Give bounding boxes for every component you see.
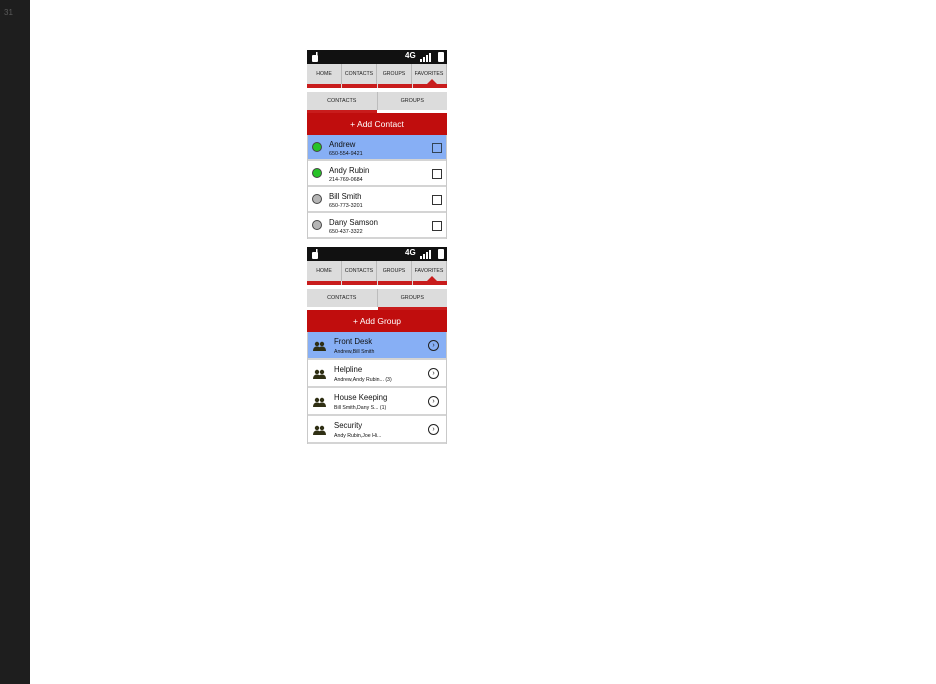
network-type: 4G <box>405 51 416 60</box>
group-name: Front Desk <box>334 337 373 346</box>
group-name: Helpline <box>334 365 363 374</box>
add-group-button[interactable]: + Add Group <box>307 310 447 332</box>
chevron-right-circle-icon[interactable]: › <box>428 396 439 407</box>
subtab-groups[interactable]: GROUPS <box>378 289 448 307</box>
chevron-right-circle-icon[interactable]: › <box>428 368 439 379</box>
walkie-talkie-icon <box>311 249 320 259</box>
tab-favorites[interactable]: FAVORITES <box>412 64 447 84</box>
status-bar <box>307 50 447 64</box>
contact-phone: 650-437-3322 <box>329 229 363 235</box>
signal-icon <box>420 53 434 62</box>
signal-icon <box>420 250 434 259</box>
network-type: 4G <box>405 248 416 257</box>
group-row[interactable] <box>308 416 446 444</box>
group-members: Andy Rubin,Joe Hi... <box>334 433 382 439</box>
subtab-groups[interactable]: GROUPS <box>400 98 424 104</box>
groups-screen <box>307 247 447 448</box>
contact-row[interactable] <box>308 187 446 213</box>
sub-tabs <box>307 92 447 110</box>
main-nav <box>307 64 447 84</box>
contact-checkbox[interactable] <box>432 195 442 205</box>
battery-icon <box>438 249 444 259</box>
online-status-icon <box>312 142 322 152</box>
group-members: Bill Smith,Dany S... (1) <box>334 405 387 411</box>
group-row[interactable] <box>308 360 446 388</box>
contact-name: Dany Samson <box>329 218 378 227</box>
contact-row[interactable] <box>308 213 446 239</box>
tab-favorites[interactable]: FAVORITES <box>412 261 447 281</box>
group-name: House Keeping <box>334 393 388 402</box>
contact-checkbox[interactable] <box>432 143 442 153</box>
offline-status-icon <box>312 194 322 204</box>
battery-icon <box>438 52 444 62</box>
contact-checkbox[interactable] <box>432 169 442 179</box>
group-row[interactable] <box>308 332 446 360</box>
contact-name: Andrew <box>329 140 356 149</box>
group-row[interactable] <box>308 388 446 416</box>
subtab-contacts[interactable]: CONTACTS <box>307 289 378 307</box>
contact-name: Andy Rubin <box>329 166 370 175</box>
group-people-icon <box>313 369 326 379</box>
contact-name: Bill Smith <box>329 192 362 201</box>
contact-list <box>307 135 447 239</box>
group-list <box>307 332 447 444</box>
main-nav <box>307 261 447 281</box>
online-status-icon <box>312 168 322 178</box>
tab-home[interactable]: HOME <box>307 261 342 281</box>
status-bar <box>307 247 447 261</box>
tab-contacts[interactable]: CONTACTS <box>342 64 377 84</box>
add-contact-button[interactable]: + Add Contact <box>307 113 447 135</box>
active-tab-caret <box>427 79 437 84</box>
contact-row[interactable] <box>308 161 446 187</box>
nav-underline <box>307 84 447 88</box>
tab-groups[interactable]: GROUPS <box>377 261 412 281</box>
page-number: 31 <box>4 8 13 17</box>
contacts-screen <box>307 50 447 240</box>
contact-row[interactable] <box>308 135 446 161</box>
active-tab-caret <box>427 276 437 281</box>
page-side-bar <box>0 0 30 684</box>
chevron-right-circle-icon[interactable]: › <box>428 424 439 435</box>
tab-contacts[interactable]: CONTACTS <box>342 261 377 281</box>
group-people-icon <box>313 341 326 351</box>
contact-checkbox[interactable] <box>432 221 442 231</box>
group-members: Andrew,Andy Rubin... (3) <box>334 377 392 383</box>
tab-home[interactable]: HOME <box>307 64 342 84</box>
offline-status-icon <box>312 220 322 230</box>
group-people-icon <box>313 425 326 435</box>
group-name: Security <box>334 421 363 430</box>
sub-tabs <box>307 289 447 307</box>
subtab-contacts[interactable]: CONTACTS <box>307 92 378 110</box>
nav-underline <box>307 281 447 285</box>
contact-phone: 650-554-9421 <box>329 151 363 157</box>
tab-groups[interactable]: GROUPS <box>377 64 412 84</box>
walkie-talkie-icon <box>311 52 320 62</box>
contact-phone: 214-769-0684 <box>329 177 363 183</box>
group-people-icon <box>313 397 326 407</box>
chevron-right-circle-icon[interactable]: › <box>428 340 439 351</box>
group-members: Andrew,Bill Smith <box>334 349 375 355</box>
contact-phone: 650-773-3201 <box>329 203 363 209</box>
